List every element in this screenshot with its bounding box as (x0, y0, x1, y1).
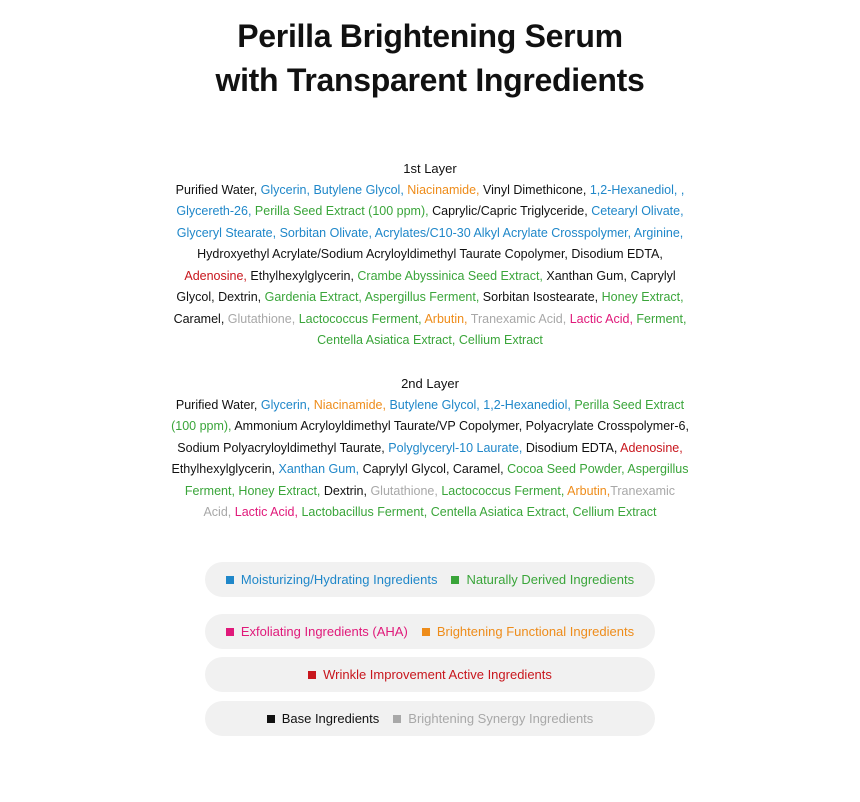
ingredient: Vinyl Dimethicone, (483, 182, 587, 197)
title-line-2: with Transparent Ingredients (215, 62, 645, 98)
layer-2-ingredient-list (170, 395, 690, 524)
legend-swatch-icon (226, 628, 234, 636)
ingredient: Caprylyl Glycol, (362, 462, 450, 476)
ingredient: Perilla Seed Extract (100 ppm), (254, 204, 429, 218)
ingredient: Sorbitan Isostearate, (482, 290, 599, 304)
ingredient: Sodium Polyacryloyldimethyl Taurate, (177, 440, 385, 455)
ingredient: Dextrin, (323, 483, 367, 498)
ingredient: Centella Asiatica Extract, (317, 333, 456, 347)
ingredient: Ethylhexylglycerin, (171, 462, 276, 476)
layer-2-title: 2nd Layer (401, 376, 459, 391)
ingredient: Xanthan Gum, (546, 268, 627, 283)
legend-swatch-icon (308, 671, 316, 679)
ingredient: Polyglyceryl-10 Laurate, (388, 440, 523, 455)
legend-item (226, 624, 408, 639)
legend-row (205, 701, 655, 736)
ingredient: Glyceryl Stearate, (176, 225, 277, 240)
legend-label: Base Ingredients (281, 711, 380, 726)
ingredient: Crambe Abyssinica Seed Extract, (357, 268, 543, 283)
ingredient: Glutathione, (370, 483, 438, 498)
ingredient: Lactobacillus Ferment, (301, 505, 428, 519)
legend-label: Moisturizing/Hydrating Ingredients (240, 572, 438, 587)
legend-swatch-icon (226, 576, 234, 584)
ingredient: Cocoa Seed Powder, (507, 462, 625, 476)
ingredient: Glutathione, (227, 311, 296, 326)
ingredient: Centella Asiatica Extract, (430, 505, 569, 519)
ingredient: Aspergillus Ferment, (184, 462, 689, 498)
ingredient: Xanthan Gum, (278, 462, 360, 476)
ingredient: Caprylyl Glycol, (176, 268, 676, 304)
legend-swatch-icon (422, 628, 430, 636)
legend-row (205, 562, 655, 597)
ingredient: Glycereth-26, (176, 204, 252, 218)
ingredient: Cetearyl Olivate, (591, 204, 684, 218)
ingredient: Purified Water, (175, 397, 258, 412)
ingredient: Arginine, (633, 225, 684, 240)
ingredient: Lactic Acid, (234, 505, 298, 519)
ingredient: Glycerin, (260, 397, 311, 412)
ingredient: Hydroxyethyl Acrylate/Sodium Acryloyldimethyl Taurate Copolymer, (197, 247, 568, 261)
page-title (0, 14, 860, 102)
legend-item (422, 624, 634, 639)
ingredient: Adenosine, (620, 440, 683, 455)
layer-1-title: 1st Layer (403, 161, 457, 176)
ingredient: Lactic Acid, (569, 311, 633, 326)
ingredient: Lactococcus Ferment, (441, 483, 565, 498)
ingredient: Adenosine, (184, 268, 247, 283)
ingredient: Aspergillus Ferment, (364, 290, 480, 304)
legend-item (267, 711, 380, 726)
ingredient: Cellium Extract (572, 505, 657, 519)
legend-item (226, 572, 438, 587)
ingredient: Polyacrylate Crosspolymer-6, (525, 419, 689, 433)
ingredient: Gardenia Extract, (264, 290, 362, 304)
ingredient: Honey Extract, (601, 290, 684, 304)
ingredient: Glycerin, (260, 182, 310, 197)
ingredient: Acrylates/C10-30 Alkyl Acrylate Crosspolymer, (374, 225, 632, 240)
ingredient: Cellium Extract (458, 333, 543, 347)
ingredient: Butylene Glycol, (389, 397, 480, 412)
ingredient: Tranexamic Acid, (203, 483, 676, 519)
legend-row (205, 657, 655, 692)
ingredient: Caprylic/Capric Triglyceride, (432, 204, 588, 218)
legend-row (205, 614, 655, 649)
layer-1-ingredient-list (170, 180, 690, 352)
legend-label: Brightening Synergy Ingredients (408, 711, 594, 726)
ingredient: Honey Extract, (238, 483, 321, 498)
ingredient: Tranexamic Acid, (470, 311, 567, 326)
ingredient: Niacinamide, (313, 397, 386, 412)
legend-label: Exfoliating Ingredients (AHA) (240, 624, 408, 639)
ingredient: 1,2-Hexanediol, (483, 397, 571, 412)
ingredient: Ethylhexylglycerin, (250, 268, 354, 283)
title-line-1: Perilla Brightening Serum (237, 18, 623, 54)
ingredient: Sorbitan Olivate, (279, 225, 372, 240)
ingredient: Caramel, (452, 462, 504, 476)
ingredient: Disodium EDTA, (525, 440, 618, 455)
legend-label: Wrinkle Improvement Active Ingredients (323, 667, 552, 682)
ingredient: Caramel, (173, 311, 225, 326)
ingredient: Purified Water, (175, 182, 258, 197)
legend-swatch-icon (451, 576, 459, 584)
legend-swatch-icon (267, 715, 275, 723)
legend-swatch-icon (393, 715, 401, 723)
ingredient: 1,2-Hexanediol, , (589, 182, 685, 197)
ingredient: Ammonium Acryloyldimethyl Taurate/VP Copolymer, (234, 419, 523, 433)
ingredient: Butylene Glycol, (313, 182, 404, 197)
legend-item (393, 711, 593, 726)
layer-1-section (0, 158, 860, 352)
legend-item (451, 572, 634, 587)
legend-label: Brightening Functional Ingredients (436, 624, 635, 639)
ingredient: Disodium EDTA, (571, 247, 663, 261)
ingredient: Lactococcus Ferment, (298, 311, 422, 326)
layer-2-section (0, 373, 860, 524)
legend-item (308, 667, 552, 682)
ingredient: Arbutin, (424, 311, 468, 326)
ingredient: Arbutin, (567, 483, 611, 498)
ingredient: Niacinamide, (407, 182, 480, 197)
ingredient: Ferment, (636, 311, 687, 326)
ingredient: Perilla Seed Extract (100 ppm), (171, 397, 685, 433)
ingredient: Dextrin, (218, 290, 262, 304)
legend-label: Naturally Derived Ingredients (466, 572, 635, 587)
